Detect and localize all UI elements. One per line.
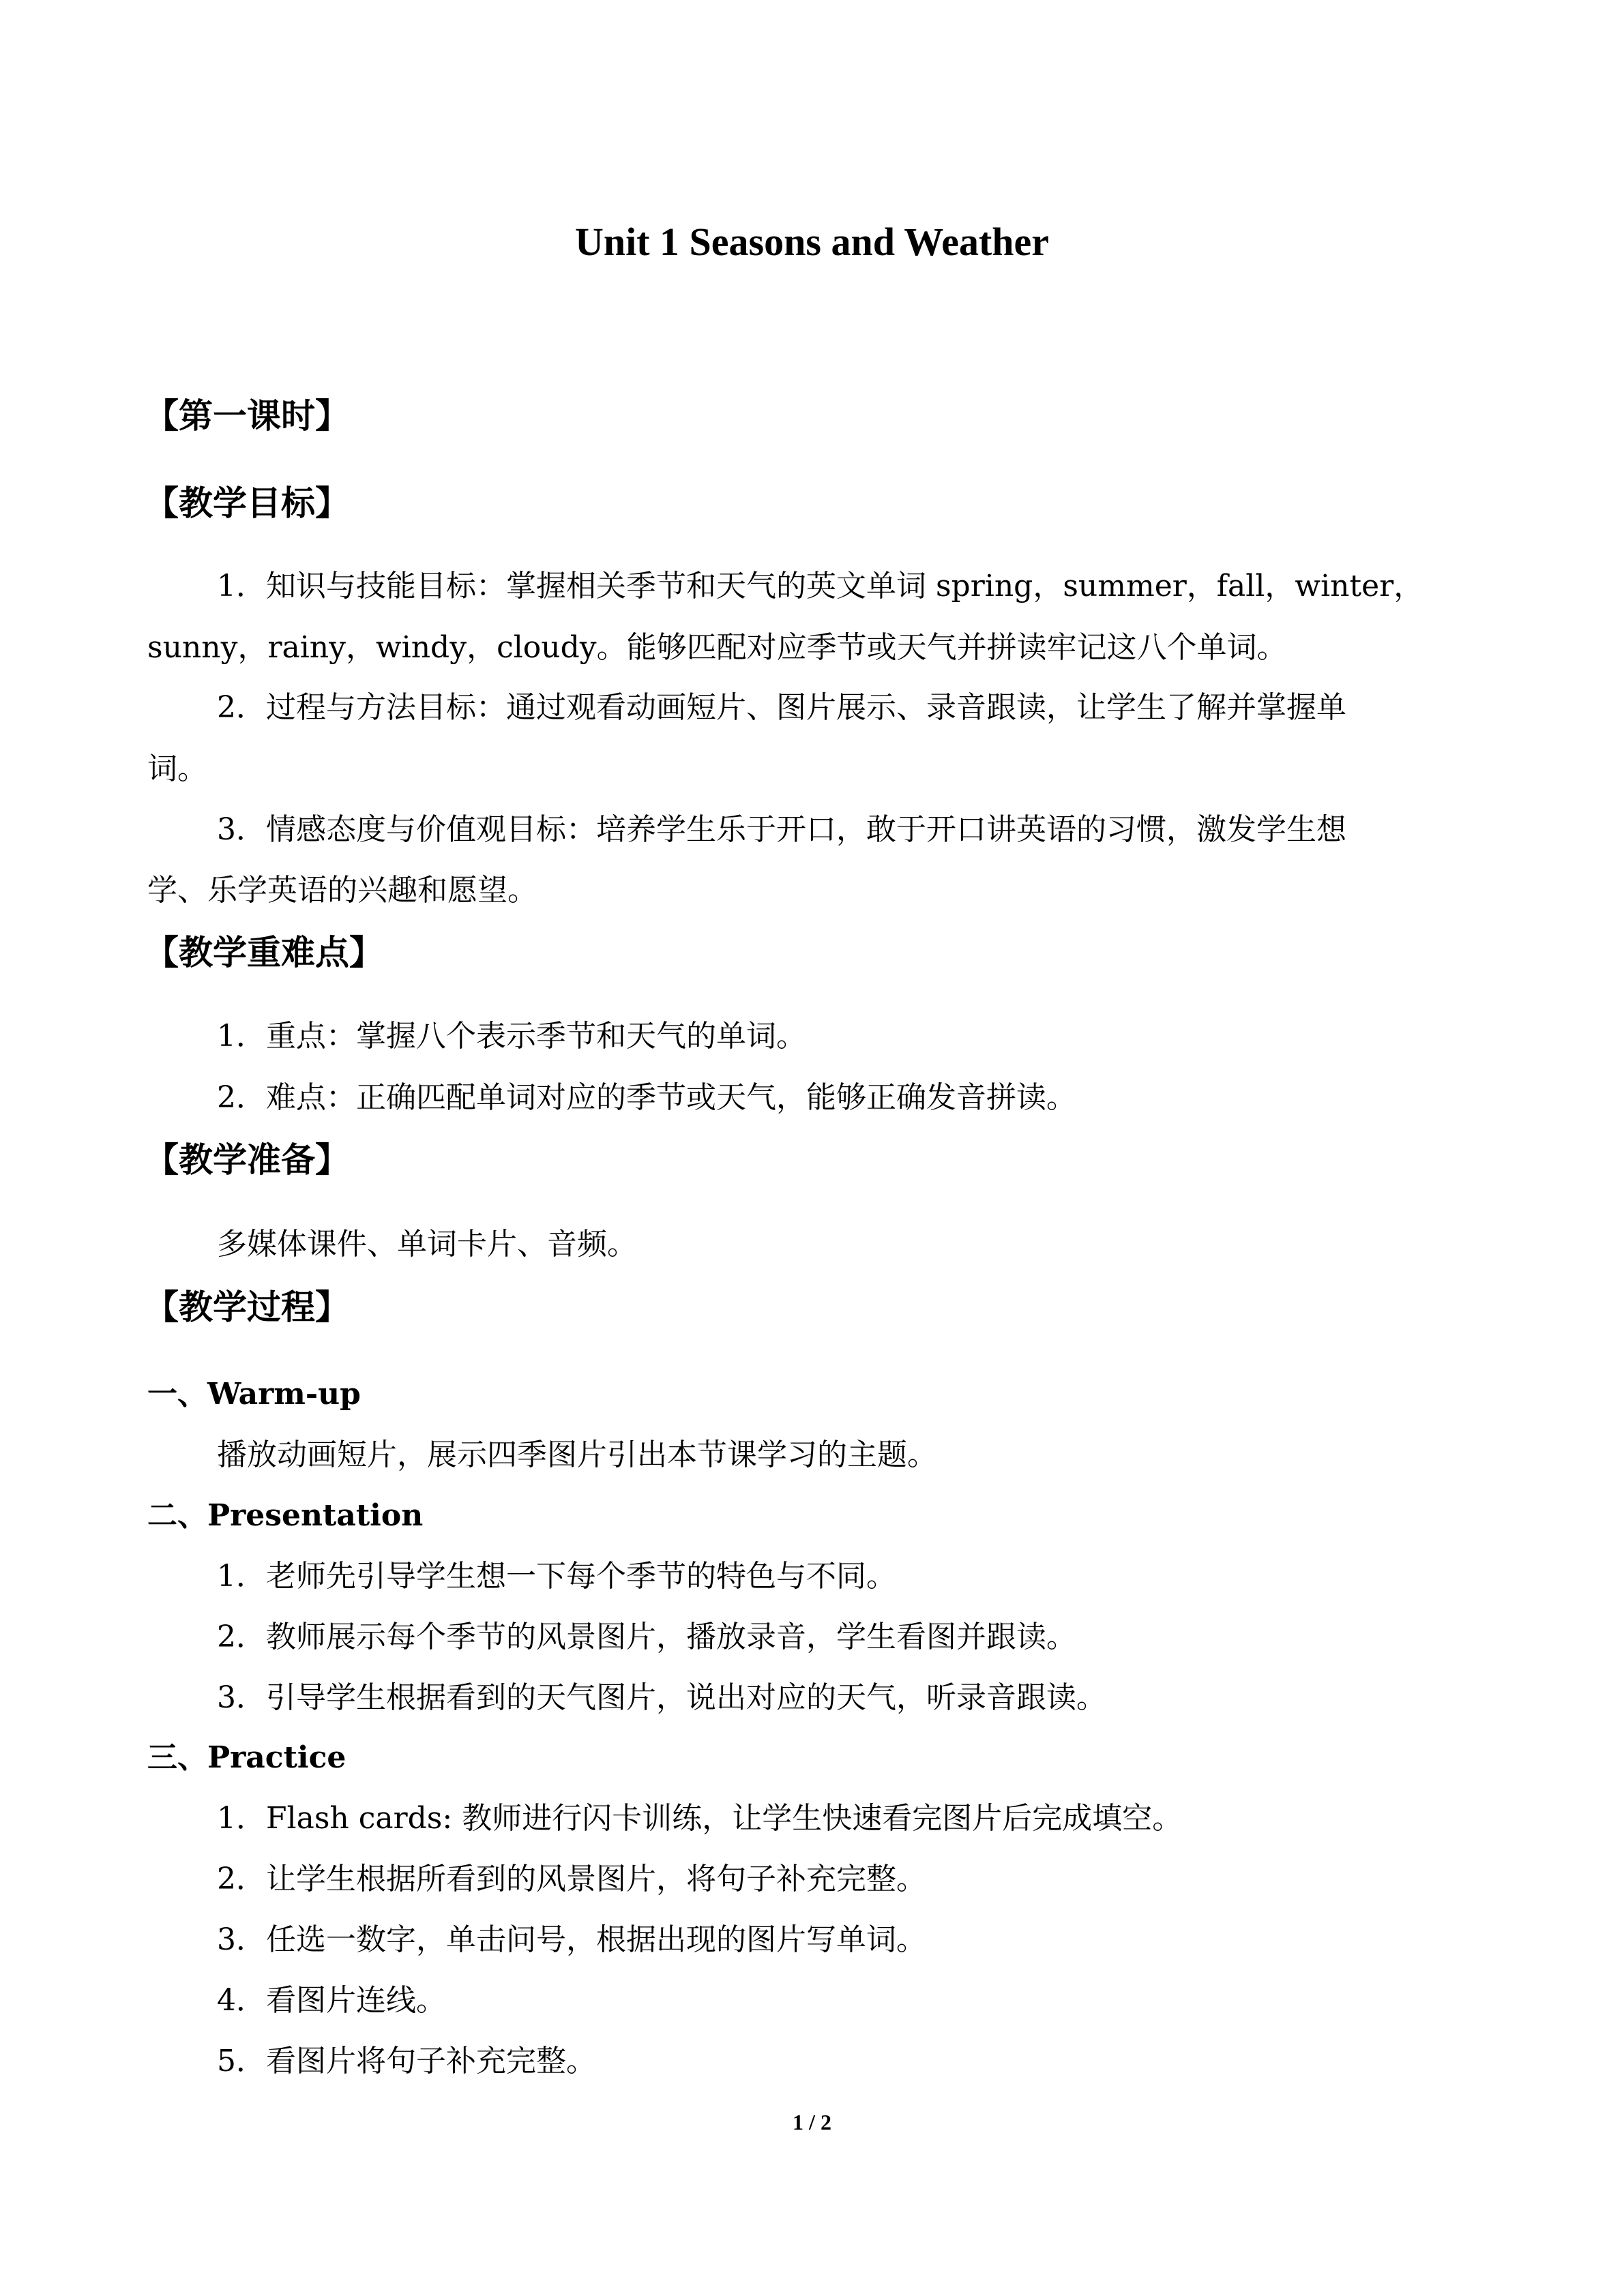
preparation-heading: 【教学准备】 (145, 1140, 349, 1180)
key-point-2: 2．难点：正确匹配单词对应的季节或天气，能够正确发音拼读。 (217, 1080, 1076, 1115)
presentation-title: 二、Presentation (147, 1498, 424, 1533)
lesson-heading: 【第一课时】 (145, 396, 349, 436)
practice-item-1: 1．Flash cards: 教师进行闪卡训练，让学生快速看完图片后完成填空。 (217, 1801, 1183, 1836)
objective-1-line-1: 1．知识与技能目标：掌握相关季节和天气的英文单词 spring，summer，fall，winter， (217, 569, 1424, 603)
objective-3-line-2: 学、乐学英语的兴趣和愿望。 (147, 873, 537, 908)
objective-2-line-2: 词。 (147, 751, 207, 786)
objective-2-line-1: 2．过程与方法目标：通过观看动画短片、图片展示、录音跟读，让学生了解并掌握单 (217, 690, 1346, 725)
key-points-heading: 【教学重难点】 (145, 933, 383, 972)
process-heading: 【教学过程】 (145, 1287, 349, 1327)
practice-title: 三、Practice (147, 1740, 346, 1775)
objective-3-line-1: 3．情感态度与价值观目标：培养学生乐于开口，敢于开口讲英语的习惯，激发学生想 (217, 812, 1346, 847)
practice-item-4: 4．看图片连线。 (217, 1983, 446, 2018)
presentation-item-2: 2．教师展示每个季节的风景图片，播放录音，学生看图并跟读。 (217, 1620, 1076, 1654)
warmup-text: 播放动画短片，展示四季图片引出本节课学习的主题。 (217, 1437, 937, 1472)
practice-item-3: 3．任选一数字，单击问号，根据出现的图片写单词。 (217, 1922, 926, 1957)
key-point-1: 1．重点：掌握八个表示季节和天气的单词。 (217, 1019, 806, 1054)
warmup-title: 一、Warm-up (147, 1377, 361, 1412)
practice-item-2: 2．让学生根据所看到的风景图片，将句子补充完整。 (217, 1862, 926, 1896)
preparation-text: 多媒体课件、单词卡片、音频。 (217, 1227, 637, 1262)
practice-item-5: 5．看图片将句子补充完整。 (217, 2044, 596, 2078)
document-title: Unit 1 Seasons and Weather (574, 220, 1050, 264)
page-number: 1 / 2 (793, 2110, 831, 2134)
objective-1-line-2: sunny，rainy，windy，cloudy。能够匹配对应季节或天气并拼读牢记这八个单词。 (147, 630, 1287, 665)
presentation-item-1: 1．老师先引导学生想一下每个季节的特色与不同。 (217, 1559, 896, 1594)
presentation-item-3: 3．引导学生根据看到的天气图片，说出对应的天气，听录音跟读。 (217, 1680, 1106, 1715)
objectives-heading: 【教学目标】 (145, 483, 349, 523)
